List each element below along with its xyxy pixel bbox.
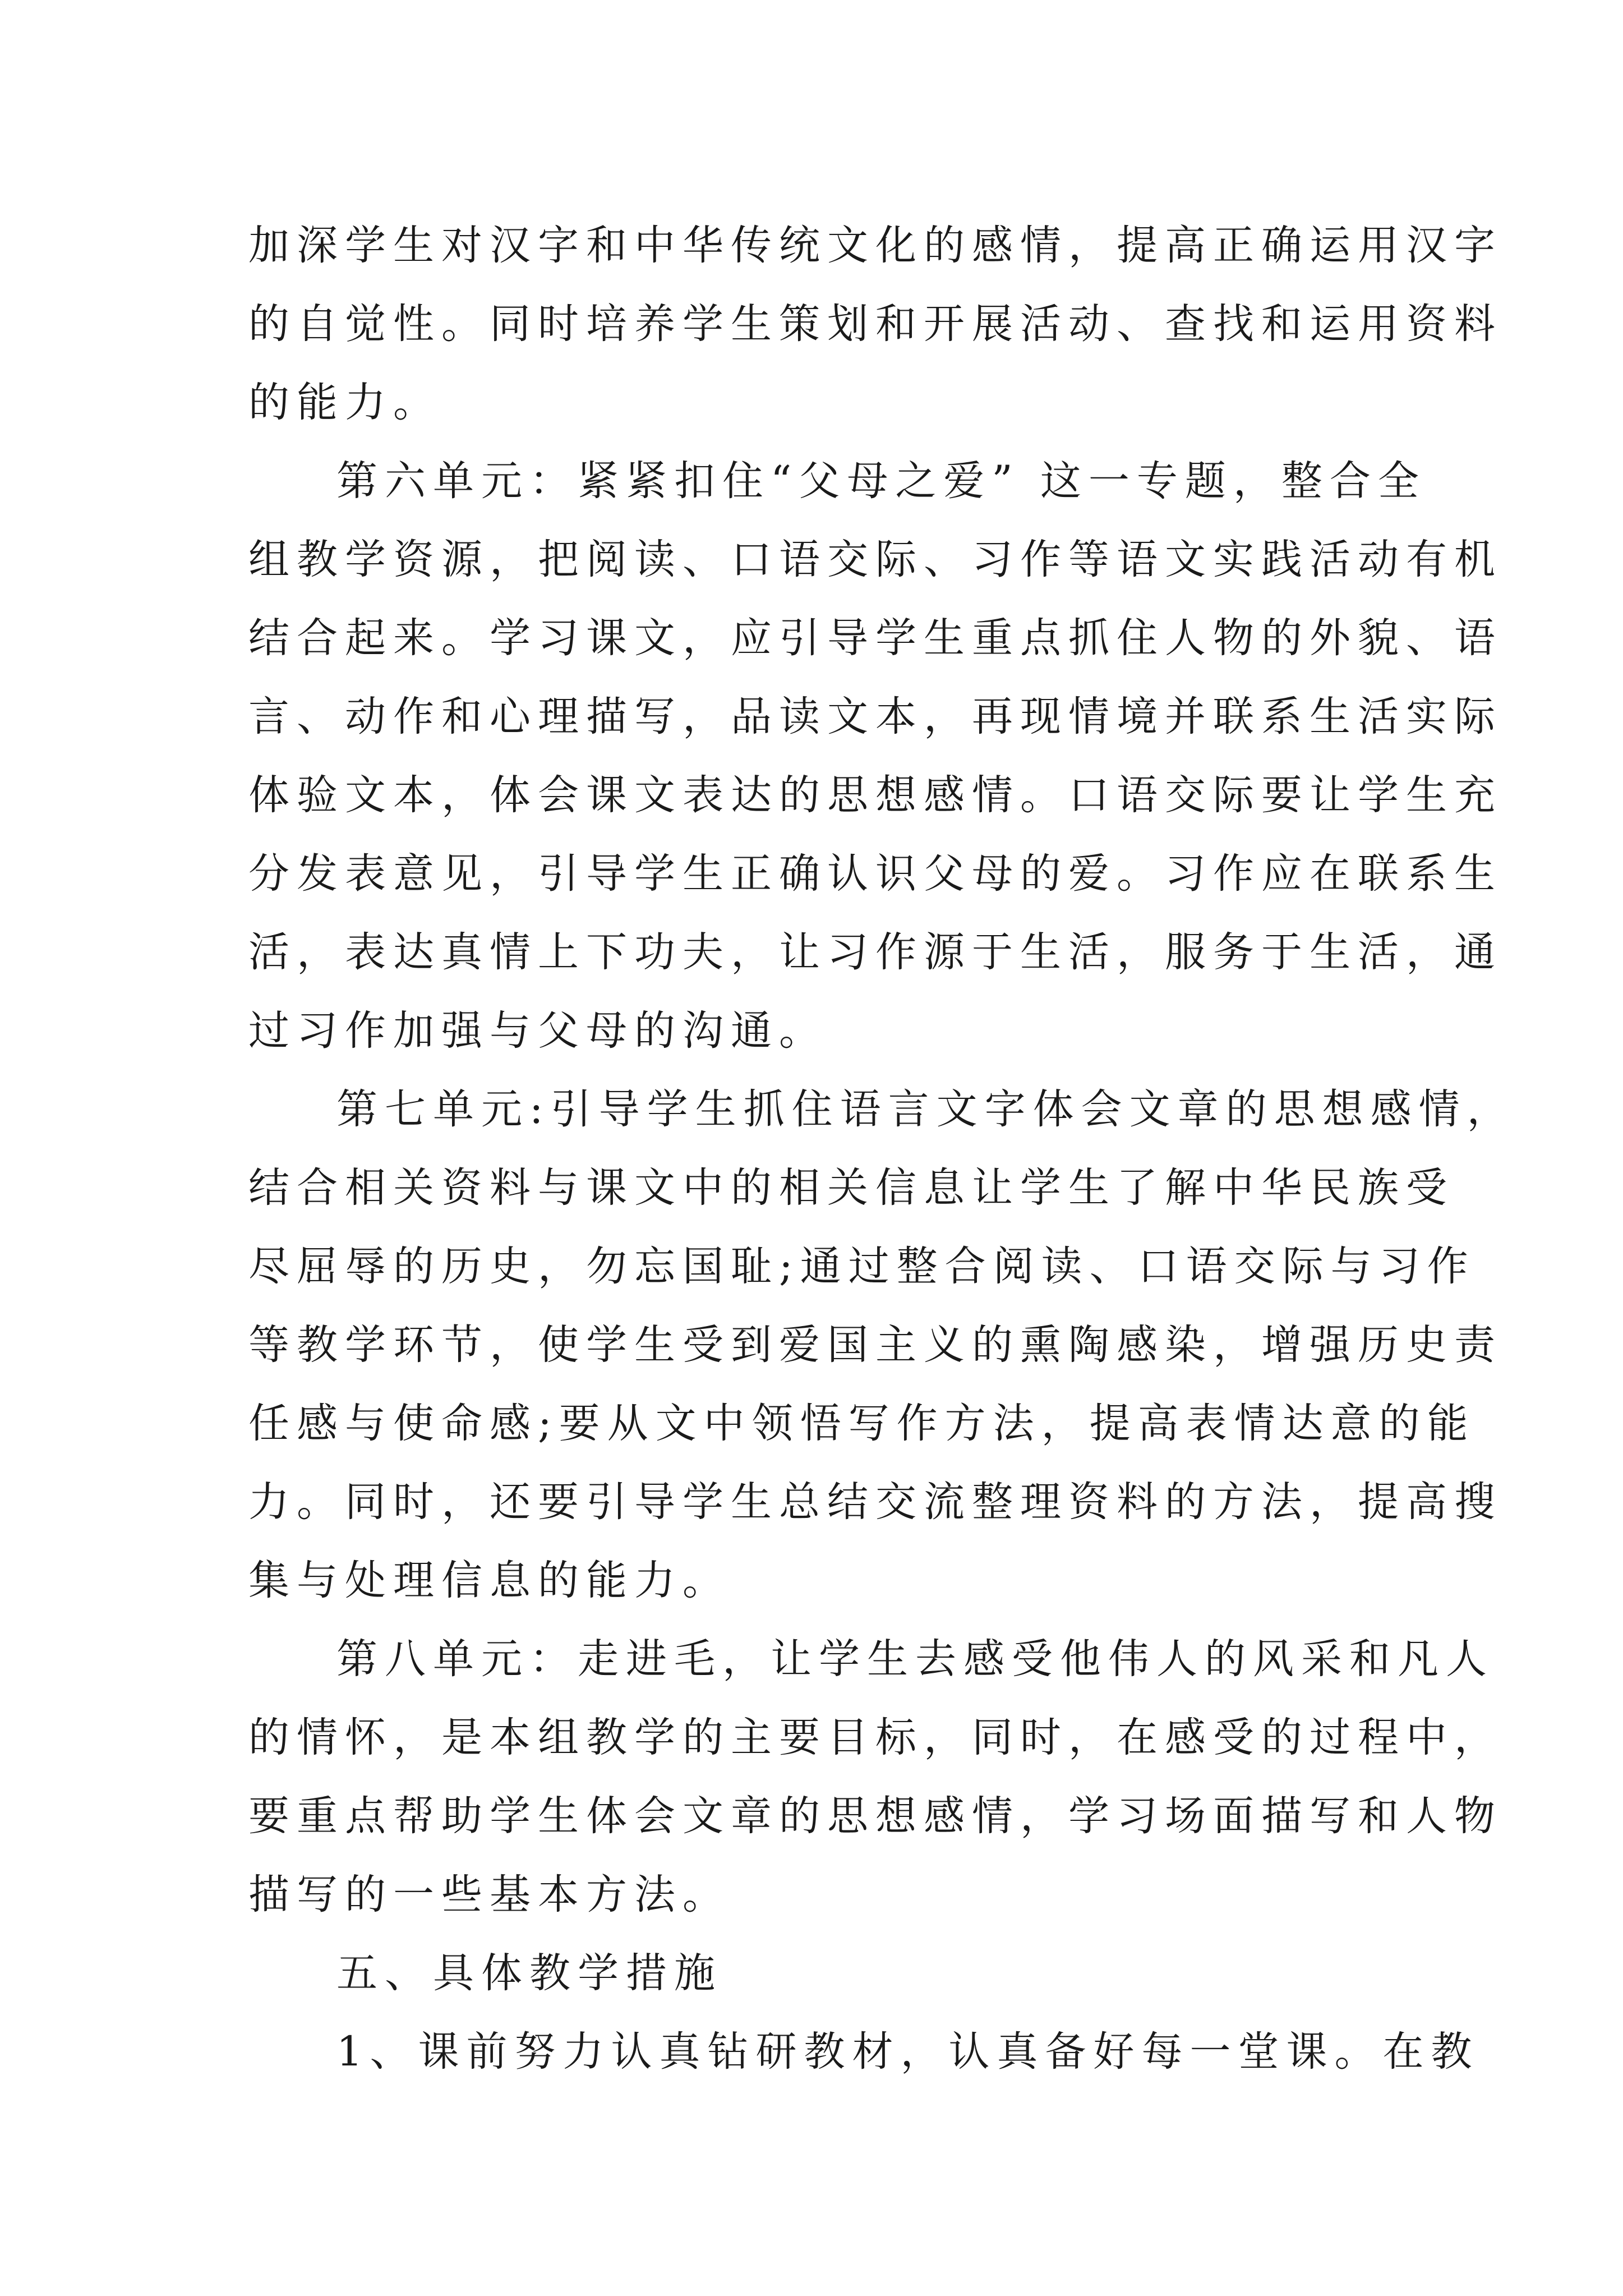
text-line: 体验文本，体会课文表达的思想感情。口语交际要让学生充: [248, 771, 1502, 819]
text-line: 结合相关资料与课文中的相关信息让学生了解中华民族受: [248, 1164, 1454, 1212]
text-line: 分发表意见，引导学生正确认识父母的爱。习作应在联系生: [248, 850, 1502, 898]
text-line: 描写的一些基本方法。: [248, 1871, 731, 1918]
text-line: 第六单元：紧紧扣住“父母之爱” 这一专题，整合全: [336, 457, 1426, 505]
text-line: 尽屈辱的历史，勿忘国耻;通过整合阅读、口语交际与习作: [248, 1243, 1476, 1290]
text-line: 第七单元:引导学生抓住语言文字体会文章的思想感情，: [336, 1085, 1515, 1133]
text-line: 集与处理信息的能力。: [248, 1557, 731, 1604]
text-line: 的能力。: [248, 379, 441, 426]
text-line: 活，表达真情上下功夫，让习作源于生活，服务于生活，通: [248, 928, 1502, 976]
text-line: 力。同时，还要引导学生总结交流整理资料的方法，提高搜: [248, 1478, 1502, 1526]
text-line: 任感与使命感;要从文中领悟写作方法，提高表情达意的能: [248, 1400, 1476, 1447]
text-line: 第八单元：走进毛，让学生去感受他伟人的风采和凡人: [336, 1635, 1494, 1683]
text-line: 1、课前努力认真钻研教材，认真备好每一堂课。在教: [336, 2028, 1479, 2076]
text-line: 结合起来。学习课文，应引导学生重点抓住人物的外貌、语: [248, 614, 1502, 662]
text-line: 组教学资源，把阅读、口语交际、习作等语文实践活动有机: [248, 536, 1502, 583]
text-line: 过习作加强与父母的沟通。: [248, 1007, 827, 1055]
text-line: 加深学生对汉字和中华传统文化的感情，提高正确运用汉字: [248, 222, 1502, 269]
text-line: 要重点帮助学生体会文章的思想感情，学习场面描写和人物: [248, 1792, 1502, 1840]
text-line: 的自觉性。同时培养学生策划和开展活动、查找和运用资料: [248, 300, 1502, 348]
text-line: 言、动作和心理描写，品读文本，再现情境并联系生活实际: [248, 693, 1502, 740]
text-line: 的情怀，是本组教学的主要目标，同时，在感受的过程中，: [248, 1714, 1502, 1761]
section-heading: 五、具体教学措施: [336, 1949, 722, 1997]
text-line: 等教学环节，使学生受到爱国主义的熏陶感染，增强历史责: [248, 1321, 1502, 1369]
